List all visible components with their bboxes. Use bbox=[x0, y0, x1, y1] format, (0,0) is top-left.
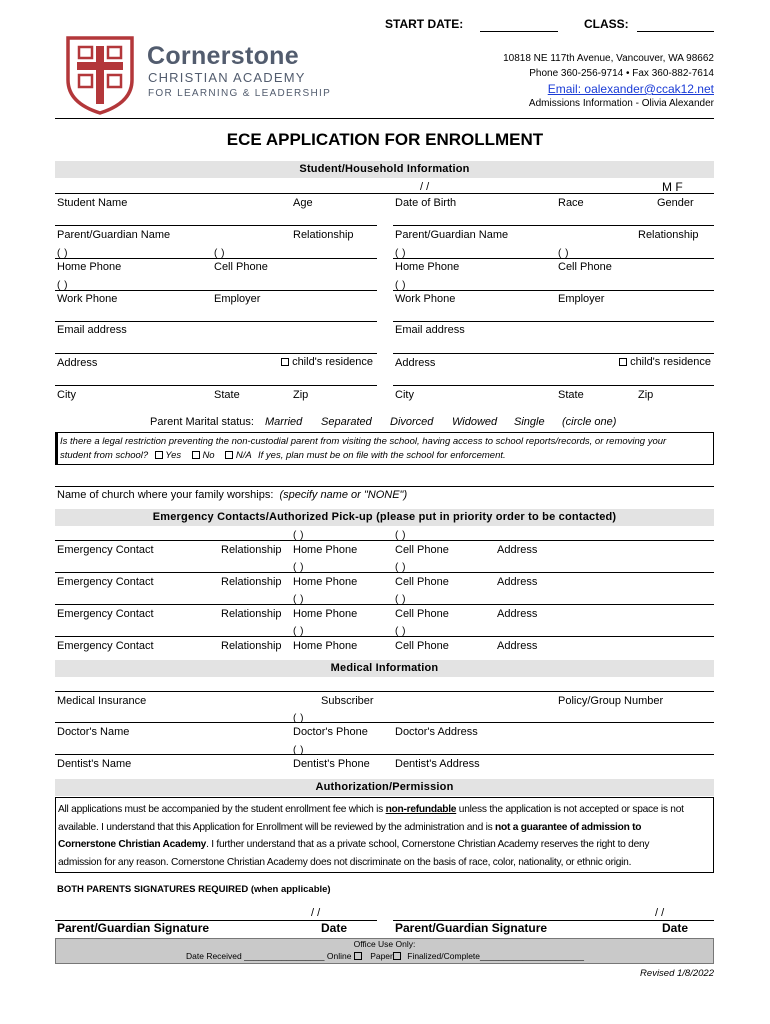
student-row-line[interactable] bbox=[55, 193, 714, 194]
medical-insurance-label: Medical Insurance bbox=[57, 695, 147, 707]
dob-slashes: / / bbox=[420, 181, 430, 193]
auth-non-refundable: non-refundable bbox=[385, 804, 457, 815]
paper-label: Paper bbox=[370, 951, 393, 961]
cell-phone-label: Cell Phone bbox=[214, 261, 268, 273]
address-label: Address bbox=[57, 357, 98, 369]
church-line[interactable] bbox=[55, 486, 714, 487]
emergency-cell-phone-label: Cell Phone bbox=[395, 608, 449, 620]
school-phone: Phone 360-256-9714 • Fax 360-882-7614 bbox=[529, 68, 714, 79]
legal-yes-label: Yes bbox=[165, 450, 182, 461]
legal-plan-note: If yes, plan must be on file with the school for enforcement. bbox=[258, 450, 506, 461]
state-label: State bbox=[558, 389, 584, 401]
legal-question-line1: Is there a legal restriction preventing the non-custodial parent from visiting the school, having access to school reports/records, or removing your bbox=[60, 436, 667, 447]
emergency-home-phone-label: Home Phone bbox=[293, 544, 358, 556]
parent2-phone-line[interactable] bbox=[393, 258, 714, 259]
legal-question-text: student from school? bbox=[60, 450, 149, 461]
dentist-address-label: Dentist's Address bbox=[395, 758, 480, 770]
home-phone-label: Home Phone bbox=[395, 261, 460, 273]
auth-text: All applications must be accompanied by the student enrollment fee which is bbox=[58, 804, 386, 815]
paren: ( ) bbox=[395, 530, 406, 541]
marital-option-divorced[interactable]: Divorced bbox=[390, 416, 434, 428]
parent2-address-line[interactable] bbox=[393, 353, 714, 354]
auth-school-name: Cornerstone Christian Academy bbox=[58, 839, 207, 850]
parent2-relationship-label: Relationship bbox=[638, 229, 699, 241]
gender-mf: M F bbox=[662, 180, 683, 194]
parent1-relationship-label: Relationship bbox=[293, 229, 354, 241]
paren: ( ) bbox=[57, 280, 68, 291]
emergency-contact-label: Emergency Contact bbox=[57, 576, 154, 588]
paren: ( ) bbox=[293, 626, 304, 637]
start-date-label: START DATE: bbox=[385, 17, 464, 31]
age-label: Age bbox=[293, 197, 313, 209]
online-checkbox[interactable] bbox=[354, 952, 362, 960]
parent2-city-line[interactable] bbox=[393, 385, 714, 386]
doctor-name-label: Doctor's Name bbox=[57, 726, 130, 738]
paren: ( ) bbox=[558, 248, 569, 259]
state-label: State bbox=[214, 389, 240, 401]
city-label: City bbox=[395, 389, 414, 401]
city-label: City bbox=[57, 389, 76, 401]
checkbox-icon[interactable] bbox=[281, 358, 289, 366]
emergency-home-phone-label: Home Phone bbox=[293, 608, 358, 620]
auth-line1 bbox=[58, 801, 711, 819]
page-title: ECE APPLICATION FOR ENROLLMENT bbox=[226, 130, 544, 149]
authorization-header: Authorization/Permission bbox=[55, 779, 714, 796]
home-phone-label: Home Phone bbox=[57, 261, 122, 273]
emergency-relationship-label: Relationship bbox=[221, 576, 282, 588]
childs-residence-checkbox[interactable] bbox=[619, 356, 711, 368]
doctor-address-label: Doctor's Address bbox=[395, 726, 478, 738]
church-label bbox=[57, 489, 407, 501]
emergency-address-label: Address bbox=[497, 544, 538, 556]
office-use-fields bbox=[186, 951, 584, 961]
parent2-email-line[interactable] bbox=[393, 321, 714, 322]
parent1-city-line[interactable] bbox=[55, 385, 377, 386]
childs-residence-label: child's residence bbox=[630, 356, 712, 368]
emergency-contact-label: Emergency Contact bbox=[57, 640, 154, 652]
dentist-phone-label: Dentist's Phone bbox=[293, 758, 370, 770]
marital-option-single[interactable]: Single bbox=[514, 416, 545, 428]
emergency-row-line[interactable] bbox=[55, 604, 714, 605]
childs-residence-checkbox[interactable] bbox=[281, 356, 373, 368]
header-divider bbox=[55, 118, 714, 119]
paren: ( ) bbox=[293, 562, 304, 573]
emergency-row-line[interactable] bbox=[55, 572, 714, 573]
revision-date: Revised 1/8/2022 bbox=[640, 968, 714, 979]
emergency-home-phone-label: Home Phone bbox=[293, 576, 358, 588]
emergency-contacts-header: Emergency Contacts/Authorized Pick-up (please put in priority order to be contacted) bbox=[55, 509, 714, 526]
emergency-contact-label: Emergency Contact bbox=[57, 608, 154, 620]
auth-text: unless the application is not accepted or space is not bbox=[456, 804, 684, 815]
address-label: Address bbox=[395, 357, 436, 369]
dob-label: Date of Birth bbox=[395, 197, 457, 209]
emergency-contact-label: Emergency Contact bbox=[57, 544, 154, 556]
legal-restriction-box bbox=[55, 432, 714, 465]
auth-not-guarantee: not a guarantee of admission to bbox=[495, 821, 642, 833]
paren: ( ) bbox=[395, 626, 406, 637]
work-phone-label: Work Phone bbox=[395, 293, 456, 305]
class-label: CLASS: bbox=[584, 17, 629, 31]
cell-phone-label: Cell Phone bbox=[558, 261, 612, 273]
signature2-label: Parent/Guardian Signature bbox=[395, 921, 548, 935]
logo-name: Cornerstone bbox=[147, 42, 299, 70]
parent1-address-line[interactable] bbox=[55, 353, 377, 354]
office-use-box bbox=[55, 938, 714, 964]
subscriber-label: Subscriber bbox=[321, 695, 374, 707]
policy-number-label: Policy/Group Number bbox=[558, 695, 664, 707]
marital-status-label: Parent Marital status: bbox=[150, 416, 254, 428]
paren: ( ) bbox=[57, 248, 68, 259]
employer-label: Employer bbox=[214, 293, 261, 305]
admissions-contact: Admissions Information - Olivia Alexander bbox=[528, 98, 714, 109]
signature1-label: Parent/Guardian Signature bbox=[57, 921, 210, 935]
doctor-line[interactable] bbox=[55, 722, 714, 723]
legal-no-label: No bbox=[202, 450, 215, 461]
paren: ( ) bbox=[395, 248, 406, 259]
date-received-label: Date Received _________________ bbox=[186, 951, 325, 961]
marital-option-widowed[interactable]: Widowed bbox=[452, 416, 498, 428]
parent1-email-line[interactable] bbox=[55, 321, 377, 322]
student-household-header: Student/Household Information bbox=[55, 161, 714, 178]
zip-label: Zip bbox=[293, 389, 309, 401]
marital-option-separated[interactable]: Separated bbox=[321, 416, 372, 428]
legal-yes-checkbox[interactable] bbox=[155, 451, 163, 459]
parent2-work-line[interactable] bbox=[393, 290, 714, 291]
paper-checkbox[interactable] bbox=[393, 952, 401, 960]
signature2-date-label: Date bbox=[662, 921, 689, 935]
sig-date-slashes: / / bbox=[311, 907, 321, 919]
both-signatures-required: BOTH PARENTS SIGNATURES REQUIRED (when applicable) bbox=[57, 884, 331, 895]
logo-line3: FOR LEARNING & LEADERSHIP bbox=[148, 88, 332, 99]
employer-label: Employer bbox=[558, 293, 605, 305]
paren: ( ) bbox=[214, 248, 225, 259]
insurance-line[interactable] bbox=[55, 691, 714, 692]
emergency-address-label: Address bbox=[497, 640, 538, 652]
parent2-name-line[interactable] bbox=[393, 225, 714, 226]
email-label: Email address bbox=[57, 324, 127, 336]
checkbox-icon[interactable] bbox=[619, 358, 627, 366]
start-date-field[interactable] bbox=[480, 31, 558, 32]
medical-information-header: Medical Information bbox=[55, 660, 714, 677]
parent1-name-line[interactable] bbox=[55, 225, 377, 226]
legal-no-checkbox[interactable] bbox=[192, 451, 200, 459]
finalized-label: Finalized/Complete______________________ bbox=[407, 951, 585, 961]
student-name-label: Student Name bbox=[57, 197, 128, 209]
shield-cross-icon bbox=[65, 35, 135, 115]
school-address: 10818 NE 117th Avenue, Vancouver, WA 98662 bbox=[503, 53, 714, 64]
marital-option-married[interactable]: Married bbox=[265, 416, 303, 428]
dentist-name-label: Dentist's Name bbox=[57, 758, 132, 770]
class-field[interactable] bbox=[637, 31, 714, 32]
auth-text: . I further understand that as a private school, Cornerstone Christian Academy reserves the right to deny bbox=[206, 839, 650, 850]
emergency-address-label: Address bbox=[497, 608, 538, 620]
online-label: Online bbox=[326, 951, 352, 961]
legal-na-label: N/A bbox=[235, 450, 252, 461]
church-label-text: Name of church where your family worships: bbox=[57, 489, 274, 501]
paren: ( ) bbox=[293, 713, 304, 724]
parent2-name-label: Parent/Guardian Name bbox=[395, 229, 509, 241]
emergency-row-line[interactable] bbox=[55, 540, 714, 541]
paren: ( ) bbox=[293, 530, 304, 541]
paren: ( ) bbox=[395, 562, 406, 573]
paren: ( ) bbox=[293, 745, 304, 756]
email-label: Email address bbox=[395, 324, 465, 336]
emergency-cell-phone-label: Cell Phone bbox=[395, 576, 449, 588]
school-logo bbox=[65, 35, 135, 115]
emergency-cell-phone-label: Cell Phone bbox=[395, 544, 449, 556]
emergency-cell-phone-label: Cell Phone bbox=[395, 640, 449, 652]
race-label: Race bbox=[558, 197, 584, 209]
auth-line2 bbox=[58, 819, 711, 837]
parent1-name-label: Parent/Guardian Name bbox=[57, 229, 171, 241]
logo-line2: CHRISTIAN ACADEMY bbox=[148, 70, 306, 85]
signature1-date-label: Date bbox=[321, 921, 348, 935]
school-email-link[interactable]: Email: oalexander@ccak12.net bbox=[547, 82, 714, 96]
emergency-home-phone-label: Home Phone bbox=[293, 640, 358, 652]
marital-circle-one: (circle one) bbox=[562, 416, 617, 428]
doctor-phone-label: Doctor's Phone bbox=[293, 726, 368, 738]
church-hint: (specify name or "NONE") bbox=[279, 489, 408, 501]
paren: ( ) bbox=[293, 594, 304, 605]
childs-residence-label: child's residence bbox=[292, 356, 374, 368]
office-use-title: Office Use Only: bbox=[353, 939, 416, 949]
paren: ( ) bbox=[395, 594, 406, 605]
emergency-relationship-label: Relationship bbox=[221, 640, 282, 652]
parent1-phone-line[interactable] bbox=[55, 258, 377, 259]
emergency-relationship-label: Relationship bbox=[221, 608, 282, 620]
paren: ( ) bbox=[395, 280, 406, 291]
auth-line4: admission for any reason. Cornerstone Christian Academy does not discriminate on the basis of race, color, nationality, or ethnic origin. bbox=[58, 856, 632, 868]
legal-question-line2 bbox=[60, 450, 506, 461]
emergency-relationship-label: Relationship bbox=[221, 544, 282, 556]
emergency-address-label: Address bbox=[497, 576, 538, 588]
sig-date-slashes: / / bbox=[655, 907, 665, 919]
authorization-box bbox=[55, 797, 714, 873]
dentist-line[interactable] bbox=[55, 754, 714, 755]
work-phone-label: Work Phone bbox=[57, 293, 118, 305]
gender-label: Gender bbox=[657, 197, 694, 209]
auth-line3 bbox=[58, 836, 711, 854]
auth-text: available. I understand that this Application for Enrollment will be reviewed by the administration and is bbox=[58, 821, 496, 833]
emergency-row-line[interactable] bbox=[55, 636, 714, 637]
parent1-work-line[interactable] bbox=[55, 290, 377, 291]
zip-label: Zip bbox=[638, 389, 654, 401]
legal-na-checkbox[interactable] bbox=[225, 451, 233, 459]
